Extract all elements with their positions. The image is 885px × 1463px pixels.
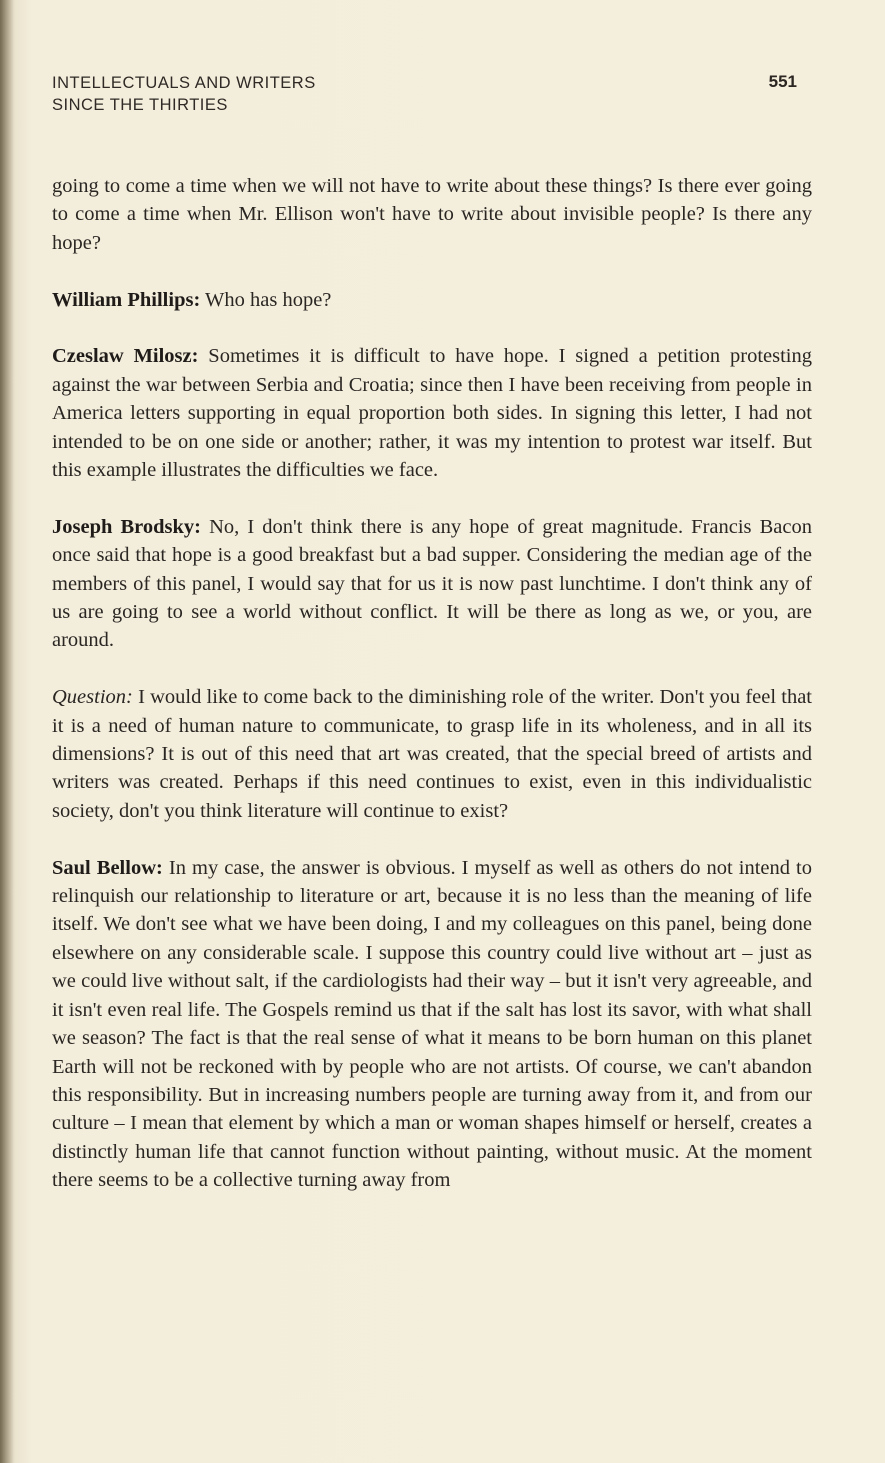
paragraph-brodsky	[52, 513, 812, 655]
paragraph-bellow	[52, 854, 812, 1195]
paragraph-text: I would like to come back to the diminishing role of the writer. Don't you feel that it is a need of human nature to communicate, to grasp life in its wholeness, and in all its dimensions? It is out of this need that art was created, that the special breed of artists and writers was created. Perhaps if this need continues to exist, even in this individualistic society, don't you think literature will continue to exist?	[52, 686, 812, 822]
page-body	[52, 172, 812, 1223]
paragraph-text: No, I don't think there is any hope of great magnitude. Francis Bacon once said that hope is a good breakfast but a bad supper. Considering the median age of the members of this panel, I would say that for us it is now past lunchtime. I don't think any of us are going to see a world without conflict. It will be there as long as we, or you, are around.	[52, 515, 812, 652]
paragraph-text: going to come a time when we will not have to write about these things? Is there ever going to come a time when Mr. Ellison won't have to write about invisible people? Is there any hope?	[52, 175, 812, 254]
spine-shadow	[0, 0, 14, 1463]
speaker-name: William Phillips:	[52, 288, 201, 311]
paragraph-text: Who has hope?	[200, 288, 332, 311]
paragraph-text: In my case, the answer is obvious. I myself as well as others do not intend to relinquish our relationship to literature or art, because it is no less than the meaning of life itself. We don't see what we have been doing, I and my colleagues on this panel, being done elsewhere on any considerable scale. I suppose this country could live without art – just as we could live without salt, if the cardiologists had their way – but it isn't very agreeable, and it isn't even real life. The Gospels remind us that if the salt has lost its savor, with what shall we season? The fact is that the real sense of what it means to be born human on this planet Earth will not be reckoned with by people who are not artists. Of course, we can't abandon this responsibility. But in increasing numbers people are turning away from it, and from our culture – I mean that element by which a man or woman shapes himself or herself, creates a distinctly human life that cannot function without painting, without music. At the moment there seems to be a collective turning away from	[52, 856, 813, 1192]
running-head-line1: INTELLECTUALS AND WRITERS	[52, 74, 316, 92]
question-label: Question:	[52, 686, 133, 709]
speaker-name: Joseph Brodsky:	[52, 515, 201, 538]
running-head-line2: SINCE THE THIRTIES	[52, 96, 228, 114]
speaker-name: Czeslaw Milosz:	[52, 345, 199, 368]
paragraph-continuation	[52, 172, 812, 257]
paragraph-question	[52, 683, 812, 825]
page-number: 551	[768, 72, 797, 91]
speaker-name: Saul Bellow:	[52, 856, 163, 879]
page-header	[52, 72, 797, 116]
paragraph-milosz	[52, 342, 812, 484]
paragraph-text: Sometimes it is difficult to have hope. I signed a petition protesting against the war between Serbia and Croatia; since then I have been receiving from people in America letters supporting in equal proportion both sides. In signing this letter, I had not intended to be on one side or another; rather, it was my intention to protest war itself. But this example illustrates the difficulties we face.	[52, 345, 813, 482]
paragraph-phillips	[52, 286, 812, 314]
